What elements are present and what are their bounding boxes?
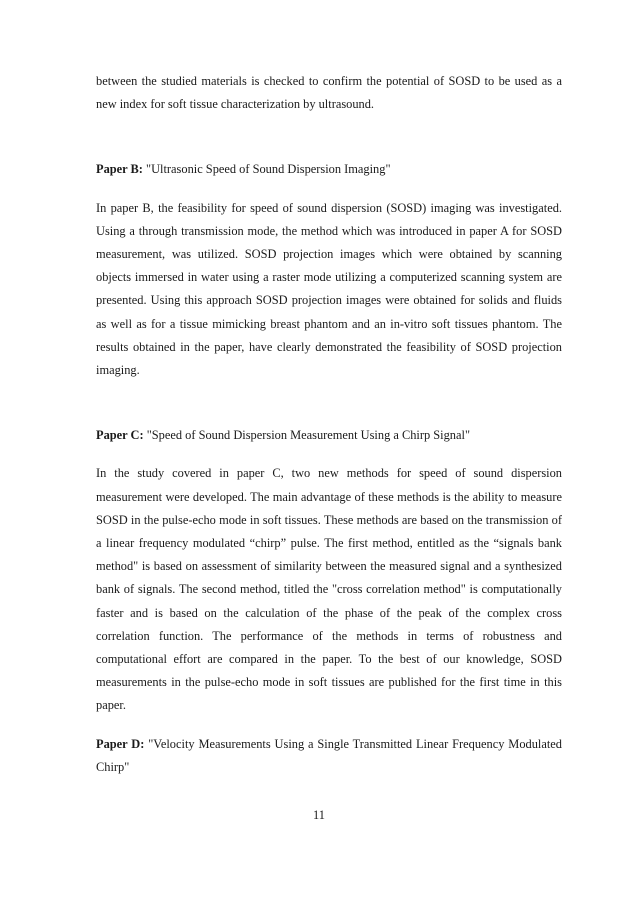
spacer <box>96 382 562 424</box>
paper-c-title: "Speed of Sound Dispersion Measurement Using a Chirp Signal" <box>146 428 471 443</box>
page-number: 11 <box>313 808 325 822</box>
spacer <box>96 447 562 462</box>
document-page <box>96 70 562 779</box>
intro-paragraph: between the studied materials is checked to confirm the potential of SOSD to be used as a new index for soft tissue characterization by ultrasound. <box>96 74 562 112</box>
paper-b-heading <box>96 158 562 181</box>
paper-b-label: Paper B: <box>96 162 143 177</box>
paper-d-title: "Velocity Measurements Using a Single Transmitted Linear Frequency Modulated Chirp" <box>96 736 562 774</box>
paper-c-heading <box>96 424 562 447</box>
paper-b-title: "Ultrasonic Speed of Sound Dispersion Imaging" <box>146 162 391 177</box>
paper-b-body: In paper B, the feasibility for speed of sound dispersion (SOSD) imaging was investigated. Using a through transmission mode, the method which was introduced in paper A for SOSD measurement, was utilized. SOSD projection images which were obtained by scanning objects immersed in water using a raster mode utilizing a computerized scanning system are presented. Using this approach SOSD projection images were obtained for solids and fluids as well as for a tissue mimicking breast phantom and an in-vitro soft tissues phantom. The results obtained in the paper, have clearly demonstrated the feasibility of SOSD projection imaging. <box>96 200 562 378</box>
paper-d-label: Paper D: <box>96 736 145 751</box>
paper-c-body: In the study covered in paper C, two new methods for speed of sound dispersion measurement were developed. The main advantage of these methods is the ability to measure SOSD in the pulse-echo mode in soft tissues. These methods are based on the transmission of a linear frequency modulated “chirp” pulse. The first method, entitled as the “signals bank method" is based on assessment of similarity between the measured signal and a synthesized bank of signals. The second method, titled the "cross correlation method" is computationally faster and is based on the calculation of the phase of the peak of the complex cross correlation function. The performance of the methods in terms of robustness and computational effort are compared in the paper. To the best of our knowledge, SOSD measurements in the pulse-echo mode in soft tissues are published for the first time in this paper. <box>96 466 562 713</box>
spacer <box>96 116 562 158</box>
spacer <box>96 182 562 197</box>
paper-c-label: Paper C: <box>96 428 144 443</box>
spacer <box>96 718 562 733</box>
paper-d-heading <box>96 733 562 779</box>
